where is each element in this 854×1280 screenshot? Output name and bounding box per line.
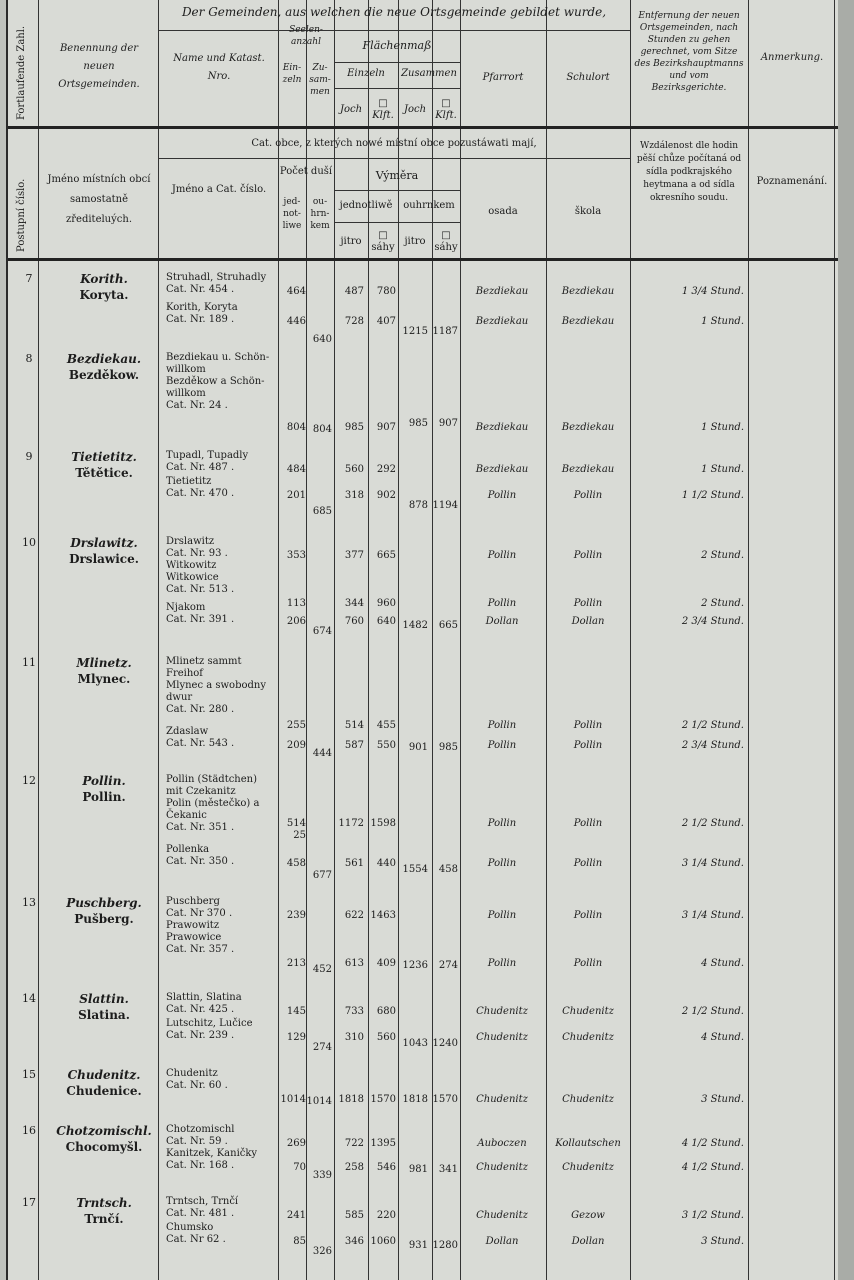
cadastral-entry: Slattin, Slatina Cat. Nr. 425 . <box>166 992 242 1015</box>
area-joch-single: 1172 <box>338 818 364 829</box>
distance: 3 Stund. <box>701 1094 744 1105</box>
municipality-name-cz: Pušberg. <box>74 912 134 926</box>
school: Pollin <box>573 740 603 751</box>
parish: Pollin <box>487 720 517 731</box>
municipality-name-de: Mlinetz. <box>76 656 132 670</box>
area-joch-single: 318 <box>344 490 364 501</box>
row-number: 14 <box>22 992 36 1005</box>
population-single: 201 <box>286 490 306 501</box>
cadastral-entry: Tietietitz Cat. Nr. 470 . <box>166 476 235 499</box>
distance: 3 1/4 Stund. <box>681 910 744 921</box>
municipality-name-cz: Tětětice. <box>75 466 133 480</box>
school: Bezdiekau <box>561 316 615 327</box>
area-klft-single: 640 <box>376 616 396 627</box>
area-joch-single: 585 <box>344 1210 364 1221</box>
area-joch-single: 728 <box>344 316 364 327</box>
parish: Chudenitz <box>476 1210 528 1221</box>
school: Chudenitz <box>562 1032 614 1043</box>
row-number: 9 <box>25 450 33 463</box>
area-klft-single: 1570 <box>370 1094 396 1105</box>
parish: Chudenitz <box>476 1094 528 1105</box>
school: Chudenitz <box>562 1006 614 1017</box>
header-wzdalenost: Wzdálenost dle hodin pěší chůze počítaná od sídla podkrajského heytmana a od sídla okresního soudu. <box>636 141 742 203</box>
header-einzeln: Ein-zeln <box>282 63 302 85</box>
municipality-name-de: Slattin. <box>79 992 129 1006</box>
population-total: 685 <box>312 506 332 517</box>
header-pocet: Počet duší <box>279 166 333 177</box>
school: Dollan <box>571 616 605 627</box>
school: Chudenitz <box>562 1094 614 1105</box>
area-joch-single: 985 <box>344 422 364 433</box>
distance: 1 Stund. <box>701 464 744 475</box>
distance: 2 3/4 Stund. <box>681 740 744 751</box>
population-total: 804 <box>312 424 332 435</box>
area-klft-total: 985 <box>438 742 458 753</box>
page-edge <box>838 0 854 1280</box>
municipality-name-de: Chotzomischl. <box>56 1124 152 1138</box>
cadastral-entry: Puschberg Cat. Nr 370 . <box>166 896 233 919</box>
area-klft-total: 1187 <box>432 326 458 337</box>
municipality-name-de: Tietietitz. <box>71 450 137 464</box>
municipality-name-de: Chudenitz. <box>67 1068 141 1082</box>
cadastral-entry: Bezdiekau u. Schön- willkom Bezděkow a Schön- willkom Cat. Nr. 24 . <box>166 352 270 411</box>
header-poznamenani: Poznamenání. <box>756 176 828 187</box>
area-joch-single: 346 <box>344 1236 364 1247</box>
area-joch-single: 258 <box>344 1162 364 1173</box>
area-klft-single: 1395 <box>370 1138 396 1149</box>
distance: 3 Stund. <box>701 1236 744 1247</box>
population-total: 1014 <box>306 1096 332 1107</box>
header-ouhrnkem-p: ou-hrn-kem <box>310 197 330 231</box>
area-klft-single: 1060 <box>370 1236 396 1247</box>
area-klft-total: 1194 <box>432 500 458 511</box>
area-klft-single: 1598 <box>370 818 396 829</box>
header-vymera: Výměra <box>375 169 419 182</box>
header-ouhrnkem: ouhrnkem <box>403 200 455 211</box>
population-total: 640 <box>312 334 332 345</box>
row-number: 10 <box>22 536 36 549</box>
parish: Pollin <box>487 958 517 969</box>
header-sahy-1: □ sáhy <box>371 230 395 253</box>
area-klft-single: 292 <box>376 464 396 475</box>
area-klft-single: 680 <box>376 1006 396 1017</box>
distance: 2 1/2 Stund. <box>681 1006 744 1017</box>
area-joch-single: 722 <box>344 1138 364 1149</box>
row-number: 11 <box>22 656 36 669</box>
header-zusammen-f: Zusammen <box>401 68 457 79</box>
header-zusammen: Zu-sam-men <box>309 63 331 97</box>
school: Pollin <box>573 958 603 969</box>
municipality-name-de: Trntsch. <box>76 1196 132 1210</box>
municipality-name-cz: Slatina. <box>78 1008 130 1022</box>
area-joch-single: 377 <box>344 550 364 561</box>
population-single: 446 <box>286 316 306 327</box>
cadastral-entry: Tupadl, Tupadly Cat. Nr. 487 . <box>166 450 249 473</box>
header-name: Name und Katast. Nro. <box>173 53 265 82</box>
area-klft-single: 546 <box>376 1162 396 1173</box>
row-number: 15 <box>22 1068 36 1081</box>
cadastral-entry: Chumsko Cat. Nr 62 . <box>166 1222 226 1245</box>
distance: 2 1/2 Stund. <box>681 818 744 829</box>
area-joch-total: 1818 <box>402 1094 428 1105</box>
school: Bezdiekau <box>561 422 615 433</box>
cadastral-entry: Chudenitz Cat. Nr. 60 . <box>166 1068 228 1091</box>
area-joch-single: 760 <box>344 616 364 627</box>
area-joch-single: 487 <box>344 286 364 297</box>
area-klft-single: 455 <box>376 720 396 731</box>
area-joch-total: 1043 <box>402 1038 428 1049</box>
area-klft-single: 440 <box>376 858 396 869</box>
area-klft-single: 902 <box>376 490 396 501</box>
area-joch-single: 587 <box>344 740 364 751</box>
population-single: 85 <box>293 1236 306 1247</box>
school: Dollan <box>571 1236 605 1247</box>
area-joch-total: 1554 <box>402 864 428 875</box>
area-joch-single: 561 <box>344 858 364 869</box>
distance: 3 1/2 Stund. <box>681 1210 744 1221</box>
population-single: 113 <box>286 598 306 609</box>
population-single: 353 <box>286 550 306 561</box>
distance: 3 1/4 Stund. <box>681 858 744 869</box>
distance: 1 3/4 Stund. <box>681 286 744 297</box>
area-joch-single: 613 <box>344 958 364 969</box>
cadastral-entry: Lutschitz, Lučice Cat. Nr. 239 . <box>166 1018 253 1041</box>
municipality-name-cz: Koryta. <box>79 288 129 302</box>
header-title-de: Der Gemeinden, aus welchen die neue Ortsgemeinde gebildet wurde, <box>181 5 607 19</box>
cadastral-entry: Zdaslaw Cat. Nr. 543 . <box>166 726 235 749</box>
cadastral-entry: Trntsch, Trnčí Cat. Nr. 481 . <box>166 1196 239 1219</box>
cadastral-entry: Drslawitz Cat. Nr. 93 . <box>166 536 228 559</box>
population-single: 241 <box>286 1210 306 1221</box>
school: Pollin <box>573 910 603 921</box>
population-total: 674 <box>312 626 332 637</box>
municipality-name-de: Bezdiekau. <box>66 352 142 366</box>
parish: Dollan <box>485 616 519 627</box>
header-seelenanzahl: Seelen-anzahl <box>289 25 323 47</box>
population-total: 452 <box>312 964 332 975</box>
distance: 1 1/2 Stund. <box>681 490 744 501</box>
parish: Chudenitz <box>476 1032 528 1043</box>
area-joch-single: 344 <box>344 598 364 609</box>
parish: Chudenitz <box>476 1006 528 1017</box>
cadastral-entry: Njakom Cat. Nr. 391 . <box>166 602 235 625</box>
population-single: 213 <box>286 958 306 969</box>
school: Pollin <box>573 720 603 731</box>
parish: Pollin <box>487 818 517 829</box>
population-single: 209 <box>286 740 306 751</box>
parish: Bezdiekau <box>475 422 529 433</box>
header-einzeln-f: Einzeln <box>347 68 385 79</box>
population-single: 206 <box>286 616 306 627</box>
cadastral-entry: Prawowitz Prawowice Cat. Nr. 357 . <box>166 920 235 955</box>
distance: 2 3/4 Stund. <box>681 616 744 627</box>
school: Pollin <box>573 598 603 609</box>
distance: 4 1/2 Stund. <box>681 1138 744 1149</box>
area-joch-single: 622 <box>344 910 364 921</box>
population-single: 239 <box>286 910 306 921</box>
population-total: 444 <box>312 748 332 759</box>
cadastral-entry: Kanitzek, Kaničky Cat. Nr. 168 . <box>166 1148 258 1171</box>
row-number: 13 <box>22 896 36 909</box>
municipality-name-cz: Chocomyšl. <box>65 1140 143 1154</box>
area-joch-total: 985 <box>408 418 428 429</box>
population-single: 129 <box>286 1032 306 1043</box>
area-joch-single: 514 <box>344 720 364 731</box>
municipality-name-cz: Chudenice. <box>66 1084 142 1098</box>
cadastral-entry: Chotzomischl Cat. Nr. 59 . <box>166 1124 235 1147</box>
school: Pollin <box>573 550 603 561</box>
parish: Pollin <box>487 598 517 609</box>
population-single: 1014 <box>280 1094 306 1105</box>
distance: 2 Stund. <box>701 550 744 561</box>
area-klft-total: 1280 <box>432 1240 458 1251</box>
header-schulort: Schulort <box>566 72 610 83</box>
parish: Pollin <box>487 740 517 751</box>
header-flaechenmass: Flächenmaß <box>362 39 432 52</box>
distance: 1 Stund. <box>701 316 744 327</box>
header-jitro-2: jitro <box>404 236 426 247</box>
header-fortlaufende: Fortlaufende Zahl. <box>16 25 27 120</box>
area-joch-total: 931 <box>408 1240 428 1251</box>
header-jednotliwe-p: jed-not-liwe <box>282 197 302 231</box>
area-joch-single: 310 <box>344 1032 364 1043</box>
area-klft-single: 665 <box>376 550 396 561</box>
area-klft-single: 960 <box>376 598 396 609</box>
parish: Pollin <box>487 858 517 869</box>
header-jmeno-obci: Jméno místních obcí samostatně zřediteluých. <box>47 174 151 225</box>
area-klft-single: 560 <box>376 1032 396 1043</box>
header-jitro-1: jitro <box>340 236 362 247</box>
distance: 1 Stund. <box>701 422 744 433</box>
population-single: 25 <box>293 830 306 841</box>
header-joch-1: Joch <box>339 104 363 115</box>
area-joch-single: 733 <box>344 1006 364 1017</box>
population-single: 804 <box>286 422 306 433</box>
area-joch-total: 878 <box>408 500 428 511</box>
distance: 2 Stund. <box>701 598 744 609</box>
area-klft-single: 220 <box>376 1210 396 1221</box>
header-klft-1: □ Klft. <box>372 98 394 121</box>
area-klft-single: 780 <box>376 286 396 297</box>
header-jmeno: Jméno a Cat. číslo. <box>171 184 267 195</box>
parish: Bezdiekau <box>475 286 529 297</box>
area-klft-total: 458 <box>438 864 458 875</box>
municipality-name-cz: Pollin. <box>82 790 126 804</box>
cadastral-entry: Struhadl, Struhadly Cat. Nr. 454 . <box>166 272 267 295</box>
row-number: 17 <box>22 1196 36 1209</box>
population-single: 70 <box>293 1162 306 1173</box>
distance: 2 1/2 Stund. <box>681 720 744 731</box>
school: Bezdiekau <box>561 464 615 475</box>
header-osada: osada <box>488 206 518 217</box>
school: Kollautschen <box>555 1138 621 1149</box>
row-number: 16 <box>22 1124 36 1137</box>
area-joch-single: 560 <box>344 464 364 475</box>
population-total: 677 <box>312 870 332 881</box>
parish: Chudenitz <box>476 1162 528 1173</box>
area-klft-single: 550 <box>376 740 396 751</box>
parish: Dollan <box>485 1236 519 1247</box>
header-benennung: Benennung der neuen Ortsgemeinden. <box>58 43 140 90</box>
area-joch-total: 1215 <box>402 326 428 337</box>
distance: 4 1/2 Stund. <box>681 1162 744 1173</box>
area-klft-total: 1570 <box>432 1094 458 1105</box>
parish: Auboczen <box>477 1138 527 1149</box>
cadastral-entry: Korith, Koryta Cat. Nr. 189 . <box>166 302 238 325</box>
header-jednotliwe: jednotliwě <box>339 200 393 211</box>
area-joch-single: 1818 <box>338 1094 364 1105</box>
area-klft-single: 1463 <box>370 910 396 921</box>
header-entfernung: Entfernung der neuen Ortsgemeinden, nach Stunden zu gehen gerechnet, vom Sitze des Bezirkshauptmanns und vom Bezirksgerichte. <box>634 11 744 93</box>
area-klft-single: 409 <box>376 958 396 969</box>
population-single: 514 <box>286 818 306 829</box>
document-sheet <box>6 0 840 1280</box>
area-joch-total: 901 <box>408 742 428 753</box>
header-title-cz: Cat. obce, z kterých nowé místní obce pozustáwati mají, <box>251 138 537 149</box>
area-klft-total: 907 <box>438 418 458 429</box>
area-joch-total: 1236 <box>402 960 428 971</box>
municipality-name-de: Pollin. <box>82 774 126 788</box>
school: Bezdiekau <box>561 286 615 297</box>
cadastral-entry: Witkowitz Witkowice Cat. Nr. 513 . <box>166 560 235 595</box>
school: Chudenitz <box>562 1162 614 1173</box>
municipality-name-cz: Drslawice. <box>69 552 139 566</box>
distance: 4 Stund. <box>701 958 744 969</box>
parish: Bezdiekau <box>475 464 529 475</box>
municipality-name-de: Korith. <box>80 272 128 286</box>
municipality-name-cz: Mlynec. <box>77 672 131 686</box>
row-number: 12 <box>22 774 36 787</box>
parish: Pollin <box>487 490 517 501</box>
population-single: 269 <box>286 1138 306 1149</box>
header-klft-2: □ Klft. <box>435 98 457 121</box>
municipality-name-cz: Bezděkow. <box>68 368 140 382</box>
header-sahy-2: □ sáhy <box>434 230 458 253</box>
population-total: 339 <box>312 1170 332 1181</box>
population-total: 326 <box>312 1246 332 1257</box>
parish: Bezdiekau <box>475 316 529 327</box>
school: Pollin <box>573 818 603 829</box>
header-anmerkung: Anmerkung. <box>760 52 824 63</box>
population-single: 145 <box>286 1006 306 1017</box>
area-klft-total: 1240 <box>432 1038 458 1049</box>
population-single: 484 <box>286 464 306 475</box>
distance: 4 Stund. <box>701 1032 744 1043</box>
area-klft-total: 274 <box>438 960 458 971</box>
municipality-name-de: Puschberg. <box>66 896 142 910</box>
school: Gezow <box>571 1210 605 1221</box>
header-pfarrort: Pfarrort <box>482 72 524 83</box>
area-joch-total: 1482 <box>402 620 428 631</box>
municipality-name-cz: Trnčí. <box>84 1212 124 1226</box>
cadastral-entry: Mlinetz sammt Freihof Mlynec a swobodny dwur Cat. Nr. 280 . <box>166 656 266 715</box>
cadastral-entry: Pollenka Cat. Nr. 350 . <box>166 844 235 867</box>
area-klft-single: 907 <box>376 422 396 433</box>
cadastral-entry: Pollin (Städtchen) mit Czekanitz Polin (městečko) a Čekanic Cat. Nr. 351 . <box>166 774 260 833</box>
population-single: 255 <box>286 720 306 731</box>
area-klft-total: 665 <box>438 620 458 631</box>
parish: Pollin <box>487 550 517 561</box>
population-single: 464 <box>286 286 306 297</box>
area-klft-single: 407 <box>376 316 396 327</box>
header-skola: škola <box>574 206 602 217</box>
population-single: 458 <box>286 858 306 869</box>
row-number: 7 <box>25 272 33 285</box>
header-poradi: Postupní číslo. <box>16 178 27 252</box>
parish: Pollin <box>487 910 517 921</box>
area-klft-total: 341 <box>438 1164 458 1175</box>
row-number: 8 <box>25 352 33 365</box>
school: Pollin <box>573 858 603 869</box>
area-joch-total: 981 <box>408 1164 428 1175</box>
municipality-name-de: Drslawitz. <box>70 536 138 550</box>
header-joch-2: Joch <box>403 104 427 115</box>
population-total: 274 <box>312 1042 332 1053</box>
school: Pollin <box>573 490 603 501</box>
